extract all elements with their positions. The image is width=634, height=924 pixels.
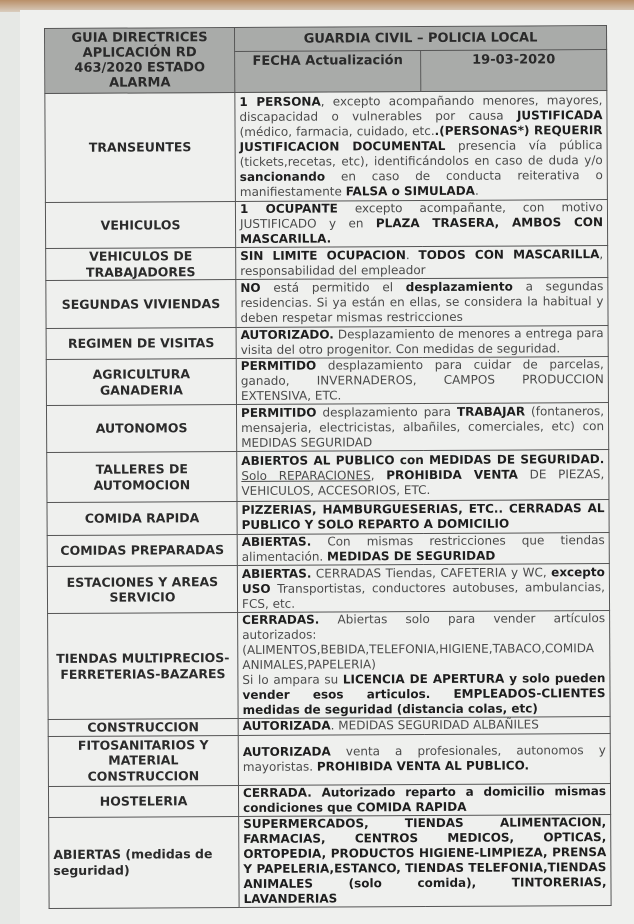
bold-text: JUSTIFICADA [516,107,603,123]
bold-text: 1 PERSONA [239,94,321,109]
text-segment: a segundas residencias. Si ya están en ellas, se considera la habitual y deben respetar mismas restricciones [240,279,604,325]
bold-text: PERMITIDO [240,405,317,420]
bold-text: PROHIBIDA VENTA [386,467,518,483]
text-segment: Abiertas solo para vender artículos autorizados: (ALIMENTOS,BEBIDA,TELEFONIA,HIGIENE,TABACO,COMIDA ANIMALES,PAPELERIA) [242,611,606,672]
table-row [48,611,611,720]
row-description [237,450,609,502]
row-category: AGRICULTURA GANADERIA [46,358,236,405]
bold-text: SIN LIMITE OCUPACION [240,247,406,263]
row-category: TALLERES DE AUTOMOCION [47,451,237,502]
bold-text: desplazamiento [405,279,513,295]
row-category: VEHICULOS DE TRABAJADORES [46,247,236,280]
table-row [46,357,608,406]
row-category: SEGUNDAS VIVIENDAS [46,279,236,328]
row-description [236,246,608,280]
text-segment: en caso de conducta reiterativa o manifiestamente [239,167,603,199]
text-segment: Si lo ampara su [242,672,343,687]
table-row [46,403,608,453]
text-segment: (médico, farmacia, cuidado, etc. [239,123,435,139]
text-segment: Desplazamiento de menores a entrega para visita del otro progenitor. Con medidas de seguridad. [240,326,604,357]
row-category: COMIDAS PREPARADAS [47,534,237,566]
row-description [237,500,609,535]
text-segment: desplazamiento para [316,404,457,420]
bold-text: CERRADA. Autorizado reparto a domicilio mismas condiciones que COMIDA RAPIDA [242,783,607,815]
text-segment: , excepto acompañando menores, mayores, discapacidad o vulnerables por causa [239,92,603,124]
text-segment: está permitido el [260,280,406,295]
text-segment: Transportistas, conductores autobuses, ambulancias, FCS, etc. [241,579,605,611]
bold-text: ABIERTAS. [241,566,312,581]
bold-text: excepto USO [241,564,605,596]
bold-text: TODOS CON MASCARILLA [418,246,600,262]
table-row [46,326,608,360]
bold-text: AUTORIZADA [242,718,331,734]
table-row [45,200,607,249]
table-row [47,564,609,614]
row-description [235,200,607,248]
row-description [235,91,608,202]
row-description [239,814,611,907]
guidelines-table [44,25,612,908]
bold-text: CERRADAS. [242,612,320,627]
row-description [236,326,608,359]
table-row [47,500,609,536]
table-row [45,91,608,203]
bold-text: PERMITIDO [240,358,317,373]
row-category: TRANSEUNTES [45,93,236,203]
table-row [47,450,609,503]
text-segment: venta a profesionales, autonomos y mayoristas. [242,743,606,774]
text-segment: DE PIEZAS, VEHICULOS, ACCESORIOS, ETC. [241,467,605,498]
text-segment: presencia vía pública (tickets,recetas, etc), identificándolos en caso de duda y/o [239,137,603,169]
row-category: FITOSANITARIOS Y MATERIAL CONSTRUCCION [48,735,238,786]
text-segment: , responsabilidad del empleador [240,246,604,278]
table-row [46,278,608,329]
bold-text: FALSA o SIMULADA [345,183,475,198]
bold-text: PLAZA TRASERA, AMBOS CON MASCARILLA. [240,215,604,246]
authority-heading: GUARDIA CIVIL – POLICIA LOCAL [235,26,607,52]
date-value: 19-03-2020 [421,50,607,92]
table-row [46,246,608,281]
table-row [47,533,609,567]
row-category: HOSTELERIA [48,785,238,817]
bold-text: MEDIDAS DE SEGURIDAD [327,548,496,564]
header-row [45,26,607,53]
text-segment: desplazamiento para cuidar de parcelas, ganado, INVERNADEROS, CAMPOS PRODUCCION EXTENSIVA, ETC. [240,357,604,403]
table-row [48,733,610,786]
row-description [238,717,610,735]
bold-text: ABIERTAS. [241,534,312,549]
bold-text: 1 OCUPANTE [239,201,338,216]
row-category: TIENDAS MULTIPRECIOS-FERRETERIAS-BAZARES [48,612,239,719]
text-segment: CERRADAS Tiendas, CAFETERIA y WC, [311,564,552,581]
date-label: FECHA Actualización [235,51,421,93]
row-category: COMIDA RAPIDA [47,501,237,535]
row-category: ABIERTAS (medidas de seguridad) [49,816,239,908]
row-description [238,611,611,719]
row-category: AUTONOMOS [46,404,236,452]
text-segment: . MEDIDAS SEGURIDAD ALBAÑILES [330,717,539,733]
text-segment: . [405,247,419,262]
bold-text: SUPERMERCADOS, TIENDAS ALIMENTACION, FARMACIAS, CENTROS MEDICOS, OPTICAS, ORTOPEDIA, PRODUCTOS HIGIENE-LIMPIEZA, PRENSA Y PAPELERIA,ESTANCO, TIENDAS TELEFONIA,TIENDAS ANIMALES (solo comida), TINTORERIAS, LAVANDERIAS [243,814,607,906]
bold-text: .(PERSONAS*) REQUERIR JUSTIFICACION DOCUMENTAL [239,122,603,154]
bold-text: AUTORIZADO. [240,327,334,342]
row-description [237,533,609,566]
document-title: GUIA DIRECTRICES APLICACIÓN RD 463/2020 ESTADO ALARMA [45,28,235,94]
row-description [236,403,608,452]
text-segment: Solo REPARACIONES [241,468,371,483]
row-category: VEHICULOS [45,202,235,249]
row-description [236,357,608,405]
text-segment: (fontaneros, mensajeria, electricistas, albañiles, comerciales, etc) con MEDIDAS SEGURIDAD [241,403,605,450]
row-description [236,278,608,328]
bold-text: PROHIBIDA VENTA AL PUBLICO. [316,758,530,774]
table-row [49,814,611,908]
text-segment: . [474,183,479,198]
row-description [238,783,610,816]
table-row [48,783,610,817]
bold-text: NO [240,280,261,295]
bold-text: TRABAJAR [456,403,526,419]
row-category: CONSTRUCCION [48,718,238,735]
bold-text: PIZZERIAS, HAMBURGUESERIAS, ETC.. CERRADAS AL PUBLICO Y SOLO REPARTO A DOMICILIO [241,501,605,532]
bold-text: ABIERTOS AL PUBLICO con MEDIDAS DE SEGURIDAD. [241,452,605,468]
row-description [238,733,610,785]
bold-text: LICENCIA DE APERTURA y solo pueden vender esos articulos. EMPLEADOS-CLIENTES medidas de seguridad (distancia colas, etc) [242,671,606,717]
bold-text: AUTORIZADA [242,744,331,759]
text-segment: Con mismas restricciones que tiendas alimentación. [241,533,605,564]
bold-text: sancionando [239,169,326,184]
row-category: ESTACIONES Y AREAS SERVICIO [47,565,237,613]
row-category: REGIMEN DE VISITAS [46,327,236,359]
row-description [237,564,609,613]
text-segment: excepto acompañante, con motivo JUSTIFICADO y en [239,200,603,231]
text-segment: , [370,468,387,483]
